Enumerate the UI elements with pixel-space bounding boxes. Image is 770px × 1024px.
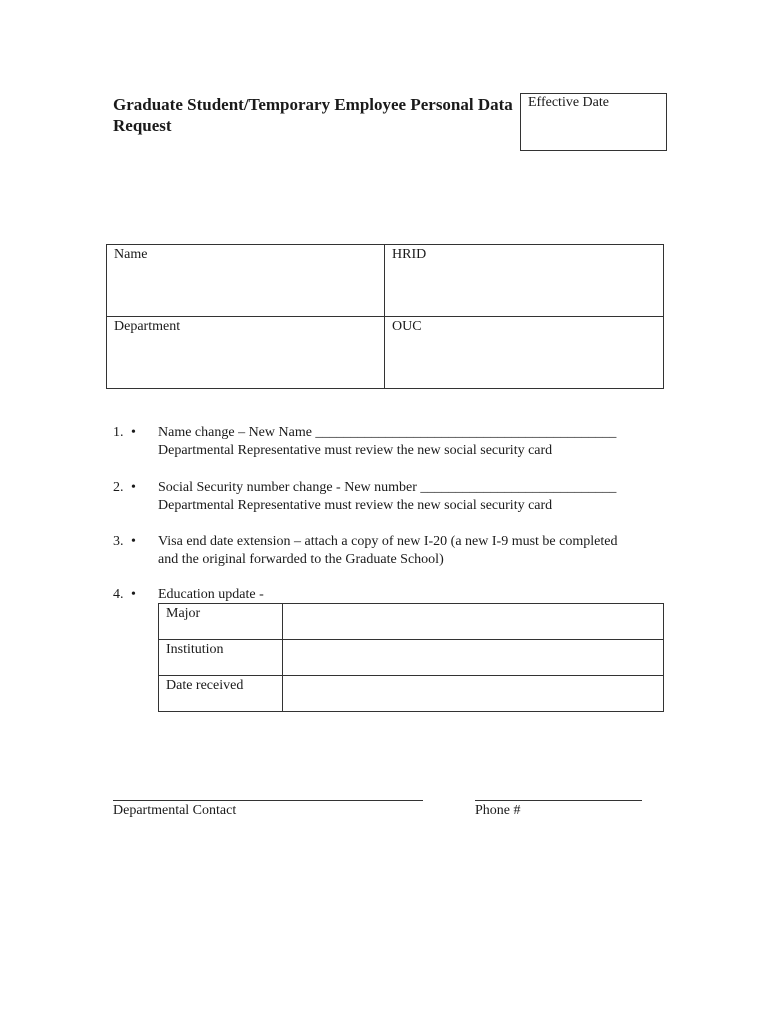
major-label: Major [159, 604, 283, 640]
hrid-label: HRID [392, 247, 427, 262]
contact-label: Departmental Contact [113, 803, 237, 818]
item-text-line1: Name change – New Name ___________________________________________ [158, 425, 617, 440]
effective-date-field[interactable] [520, 93, 667, 151]
ouc-field[interactable] [385, 317, 664, 389]
item-text-line2: Departmental Representative must review the new social security card [158, 498, 553, 513]
phone-label: Phone # [475, 803, 521, 818]
bullet-icon: • [131, 534, 136, 549]
effective-date-label: Effective Date [528, 95, 609, 110]
employee-info-table [106, 244, 664, 389]
item-number: 4. [113, 587, 124, 602]
item-text-line1: Social Security number change - New number ____________________________ [158, 480, 617, 495]
bullet-icon: • [131, 480, 136, 495]
item-number: 3. [113, 534, 124, 549]
institution-field[interactable] [283, 640, 664, 676]
bullet-icon: • [131, 425, 136, 440]
department-field[interactable] [107, 317, 385, 389]
major-field[interactable] [283, 604, 664, 640]
ouc-label: OUC [392, 319, 422, 334]
item-text-line2: and the original forwarded to the Graduate School) [158, 552, 444, 567]
name-label: Name [114, 247, 148, 262]
phone-signature-line[interactable] [475, 800, 642, 801]
item-text-line2: Departmental Representative must review the new social security card [158, 443, 553, 458]
department-label: Department [114, 319, 181, 334]
item-text-line1: Education update - [158, 587, 264, 602]
contact-signature-line[interactable] [113, 800, 423, 801]
item-number: 1. [113, 425, 124, 440]
date-received-field[interactable] [283, 676, 664, 712]
institution-label: Institution [159, 640, 283, 676]
bullet-icon: • [131, 587, 136, 602]
item-text-line1: Visa end date extension – attach a copy of new I-20 (a new I-9 must be completed [158, 534, 618, 549]
form-title: Graduate Student/Temporary Employee Personal Data Request [113, 95, 513, 135]
hrid-field[interactable] [385, 245, 664, 317]
item-number: 2. [113, 480, 124, 495]
date-received-label: Date received [159, 676, 283, 712]
name-field[interactable] [107, 245, 385, 317]
education-table [158, 603, 664, 712]
